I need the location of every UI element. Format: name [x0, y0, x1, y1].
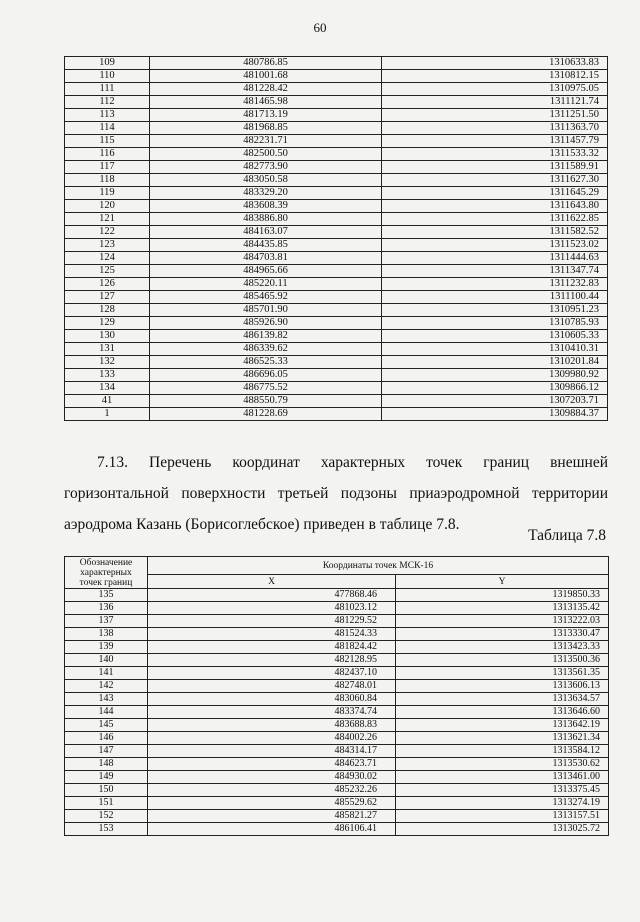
table-row [65, 317, 608, 330]
table-row [65, 109, 608, 122]
y-coordinate-cell: 1311627.30 [382, 174, 608, 187]
y-coordinate-cell: 1313561.35 [396, 667, 609, 680]
y-coordinate-cell: 1307203.71 [382, 395, 608, 408]
x-coordinate-cell: 481824.42 [148, 641, 396, 654]
point-number-cell: 131 [65, 343, 150, 356]
y-coordinate-cell: 1310633.83 [382, 57, 608, 70]
point-number-cell: 129 [65, 317, 150, 330]
coordinates-table-continued [64, 56, 608, 421]
x-coordinate-cell: 483050.58 [150, 174, 382, 187]
header-x: X [148, 575, 396, 589]
x-coordinate-cell: 486106.41 [148, 823, 396, 836]
point-number-cell: 114 [65, 122, 150, 135]
y-coordinate-cell: 1310201.84 [382, 356, 608, 369]
coordinates-table-body [65, 589, 609, 836]
table-row [65, 187, 608, 200]
table-row [65, 589, 609, 602]
x-coordinate-cell: 482748.01 [148, 680, 396, 693]
table-row [65, 330, 608, 343]
table-row [65, 784, 609, 797]
point-number-cell: 137 [65, 615, 148, 628]
x-coordinate-cell: 484623.71 [148, 758, 396, 771]
table-row [65, 70, 608, 83]
y-coordinate-cell: 1313584.12 [396, 745, 609, 758]
table-row [65, 57, 608, 70]
x-coordinate-cell: 485926.90 [150, 317, 382, 330]
point-number-cell: 136 [65, 602, 148, 615]
y-coordinate-cell: 1319850.33 [396, 589, 609, 602]
point-number-cell: 152 [65, 810, 148, 823]
point-number-cell: 132 [65, 356, 150, 369]
y-coordinate-cell: 1311457.79 [382, 135, 608, 148]
y-coordinate-cell: 1313025.72 [396, 823, 609, 836]
table-header [65, 557, 609, 589]
point-number-cell: 1 [65, 408, 150, 421]
section-paragraph: 7.13. Перечень координат характерных точек границ внешней горизонтальной поверхности третьей подзоны приаэродромной территории аэродрома Казань (Борисоглебское) приведен в таблице 7.8. [64, 454, 608, 533]
point-number-cell: 117 [65, 161, 150, 174]
point-number-cell: 134 [65, 382, 150, 395]
y-coordinate-cell: 1310785.93 [382, 317, 608, 330]
x-coordinate-cell: 484703.81 [150, 252, 382, 265]
coordinates-table-7-8 [64, 556, 609, 836]
x-coordinate-cell: 483329.20 [150, 187, 382, 200]
y-coordinate-cell: 1311251.50 [382, 109, 608, 122]
point-number-cell: 141 [65, 667, 148, 680]
x-coordinate-cell: 485465.92 [150, 291, 382, 304]
x-coordinate-cell: 481023.12 [148, 602, 396, 615]
y-coordinate-cell: 1311444.63 [382, 252, 608, 265]
table-row [65, 706, 609, 719]
table-row [65, 745, 609, 758]
x-coordinate-cell: 481001.68 [150, 70, 382, 83]
table-row [65, 369, 608, 382]
table-row [65, 356, 608, 369]
table-row [65, 213, 608, 226]
table-row [65, 252, 608, 265]
point-number-cell: 146 [65, 732, 148, 745]
point-number-cell: 120 [65, 200, 150, 213]
x-coordinate-cell: 483608.39 [150, 200, 382, 213]
table-row [65, 96, 608, 109]
table-row [65, 667, 609, 680]
y-coordinate-cell: 1310951.23 [382, 304, 608, 317]
header-coordinates-msk16: Координаты точек МСК-16 [148, 557, 609, 575]
point-number-cell: 109 [65, 57, 150, 70]
x-coordinate-cell: 483060.84 [148, 693, 396, 706]
x-coordinate-cell: 485220.11 [150, 278, 382, 291]
x-coordinate-cell: 484002.26 [148, 732, 396, 745]
table-row [65, 797, 609, 810]
point-number-cell: 41 [65, 395, 150, 408]
table-row [65, 83, 608, 96]
table-row [65, 278, 608, 291]
y-coordinate-cell: 1311100.44 [382, 291, 608, 304]
y-coordinate-cell: 1313375.45 [396, 784, 609, 797]
y-coordinate-cell: 1311533.32 [382, 148, 608, 161]
table-row [65, 758, 609, 771]
x-coordinate-cell: 483688.83 [148, 719, 396, 732]
table-row [65, 615, 609, 628]
point-number-cell: 123 [65, 239, 150, 252]
coordinates-table-body [65, 57, 608, 421]
y-coordinate-cell: 1310812.15 [382, 70, 608, 83]
point-number-cell: 138 [65, 628, 148, 641]
y-coordinate-cell: 1311523.02 [382, 239, 608, 252]
y-coordinate-cell: 1309980.92 [382, 369, 608, 382]
y-coordinate-cell: 1311121.74 [382, 96, 608, 109]
point-number-cell: 140 [65, 654, 148, 667]
header-y: Y [396, 575, 609, 589]
y-coordinate-cell: 1310410.31 [382, 343, 608, 356]
x-coordinate-cell: 484435.85 [150, 239, 382, 252]
y-coordinate-cell: 1313330.47 [396, 628, 609, 641]
table-row [65, 732, 609, 745]
table-row [65, 641, 609, 654]
x-coordinate-cell: 488550.79 [150, 395, 382, 408]
x-coordinate-cell: 481465.98 [150, 96, 382, 109]
x-coordinate-cell: 486339.62 [150, 343, 382, 356]
y-coordinate-cell: 1311589.91 [382, 161, 608, 174]
point-number-cell: 139 [65, 641, 148, 654]
table-row [65, 304, 608, 317]
x-coordinate-cell: 483374.74 [148, 706, 396, 719]
table-row [65, 382, 608, 395]
point-number-cell: 115 [65, 135, 150, 148]
table-row [65, 161, 608, 174]
y-coordinate-cell: 1313157.51 [396, 810, 609, 823]
table-row [65, 680, 609, 693]
table-row [65, 148, 608, 161]
x-coordinate-cell: 483886.80 [150, 213, 382, 226]
x-coordinate-cell: 485821.27 [148, 810, 396, 823]
y-coordinate-cell: 1313135.42 [396, 602, 609, 615]
table-row [65, 122, 608, 135]
table-row [65, 771, 609, 784]
point-number-cell: 153 [65, 823, 148, 836]
table-row [65, 602, 609, 615]
point-number-cell: 124 [65, 252, 150, 265]
point-number-cell: 142 [65, 680, 148, 693]
table-row [65, 226, 608, 239]
point-number-cell: 151 [65, 797, 148, 810]
y-coordinate-cell: 1313500.36 [396, 654, 609, 667]
y-coordinate-cell: 1313642.19 [396, 719, 609, 732]
point-number-cell: 111 [65, 83, 150, 96]
point-number-cell: 121 [65, 213, 150, 226]
y-coordinate-cell: 1313274.19 [396, 797, 609, 810]
x-coordinate-cell: 482437.10 [148, 667, 396, 680]
point-number-cell: 130 [65, 330, 150, 343]
table-row [65, 174, 608, 187]
point-number-cell: 119 [65, 187, 150, 200]
point-number-cell: 147 [65, 745, 148, 758]
point-number-cell: 122 [65, 226, 150, 239]
table-caption: Таблица 7.8 [528, 527, 606, 544]
y-coordinate-cell: 1313461.00 [396, 771, 609, 784]
table-row [65, 408, 608, 421]
y-coordinate-cell: 1313606.13 [396, 680, 609, 693]
point-number-cell: 148 [65, 758, 148, 771]
x-coordinate-cell: 481228.42 [150, 83, 382, 96]
table-row [65, 719, 609, 732]
point-number-cell: 112 [65, 96, 150, 109]
point-number-cell: 133 [65, 369, 150, 382]
table-row [65, 265, 608, 278]
x-coordinate-cell: 482128.95 [148, 654, 396, 667]
point-number-cell: 113 [65, 109, 150, 122]
x-coordinate-cell: 477868.46 [148, 589, 396, 602]
x-coordinate-cell: 486696.05 [150, 369, 382, 382]
point-number-cell: 150 [65, 784, 148, 797]
point-number-cell: 145 [65, 719, 148, 732]
x-coordinate-cell: 481228.69 [150, 408, 382, 421]
table-row [65, 135, 608, 148]
x-coordinate-cell: 486775.52 [150, 382, 382, 395]
point-number-cell: 149 [65, 771, 148, 784]
x-coordinate-cell: 484163.07 [150, 226, 382, 239]
table-row [65, 810, 609, 823]
table-row [65, 343, 608, 356]
point-number-cell: 118 [65, 174, 150, 187]
point-number-cell: 127 [65, 291, 150, 304]
y-coordinate-cell: 1309884.37 [382, 408, 608, 421]
x-coordinate-cell: 481968.85 [150, 122, 382, 135]
y-coordinate-cell: 1311645.29 [382, 187, 608, 200]
y-coordinate-cell: 1313423.33 [396, 641, 609, 654]
table-row [65, 291, 608, 304]
x-coordinate-cell: 480786.85 [150, 57, 382, 70]
x-coordinate-cell: 482231.71 [150, 135, 382, 148]
y-coordinate-cell: 1313646.60 [396, 706, 609, 719]
table-row [65, 239, 608, 252]
y-coordinate-cell: 1311347.74 [382, 265, 608, 278]
y-coordinate-cell: 1311622.85 [382, 213, 608, 226]
table-row [65, 693, 609, 706]
y-coordinate-cell: 1313621.34 [396, 732, 609, 745]
table-row [65, 628, 609, 641]
y-coordinate-cell: 1313530.62 [396, 758, 609, 771]
point-number-cell: 143 [65, 693, 148, 706]
point-number-cell: 144 [65, 706, 148, 719]
x-coordinate-cell: 485529.62 [148, 797, 396, 810]
x-coordinate-cell: 484314.17 [148, 745, 396, 758]
y-coordinate-cell: 1313634.57 [396, 693, 609, 706]
x-coordinate-cell: 481713.19 [150, 109, 382, 122]
y-coordinate-cell: 1313222.03 [396, 615, 609, 628]
page-number: 60 [313, 20, 327, 35]
x-coordinate-cell: 482773.90 [150, 161, 382, 174]
point-number-cell: 126 [65, 278, 150, 291]
y-coordinate-cell: 1311643.80 [382, 200, 608, 213]
table-row [65, 395, 608, 408]
table-row [65, 200, 608, 213]
y-coordinate-cell: 1310605.33 [382, 330, 608, 343]
y-coordinate-cell: 1310975.05 [382, 83, 608, 96]
x-coordinate-cell: 484930.02 [148, 771, 396, 784]
x-coordinate-cell: 481524.33 [148, 628, 396, 641]
point-number-cell: 128 [65, 304, 150, 317]
table-row [65, 654, 609, 667]
x-coordinate-cell: 486525.33 [150, 356, 382, 369]
table-row [65, 823, 609, 836]
point-number-cell: 135 [65, 589, 148, 602]
header-point-designation: Обозначение характерных точек границ [65, 557, 148, 589]
y-coordinate-cell: 1311232.83 [382, 278, 608, 291]
x-coordinate-cell: 485232.26 [148, 784, 396, 797]
x-coordinate-cell: 481229.52 [148, 615, 396, 628]
point-number-cell: 116 [65, 148, 150, 161]
x-coordinate-cell: 482500.50 [150, 148, 382, 161]
point-number-cell: 125 [65, 265, 150, 278]
point-number-cell: 110 [65, 70, 150, 83]
y-coordinate-cell: 1311582.52 [382, 226, 608, 239]
x-coordinate-cell: 485701.90 [150, 304, 382, 317]
x-coordinate-cell: 486139.82 [150, 330, 382, 343]
x-coordinate-cell: 484965.66 [150, 265, 382, 278]
y-coordinate-cell: 1311363.70 [382, 122, 608, 135]
y-coordinate-cell: 1309866.12 [382, 382, 608, 395]
